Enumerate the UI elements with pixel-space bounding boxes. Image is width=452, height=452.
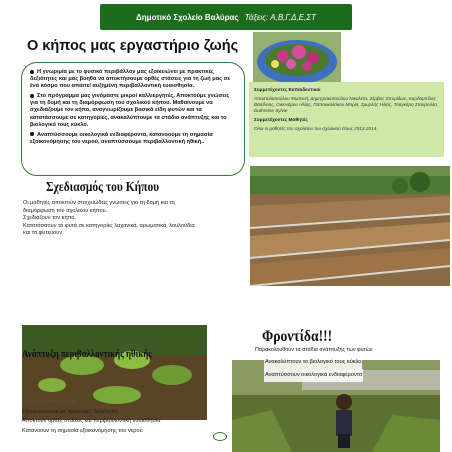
page-title: Ο κήπος μας εργαστήριο ζωής bbox=[27, 38, 239, 54]
header-banner bbox=[100, 4, 352, 30]
design-line: Σχεδιάζουν τον κήπο. bbox=[23, 215, 77, 222]
intro-paragraph: Η γνωριμία με το φυσικό περιβάλλον μας εξοικειώνει με πρακτικές δεξιότητες και μας βοηθά να αποκτήσουμε ορθές στάσεις για τη ζωή μας σε ένα κόσμο που απαιτεί αυξημένη περιβαλλοντική ευαισθησία. bbox=[30, 69, 231, 90]
development-faint-line: περιβαλλοντική ηθική bbox=[22, 399, 75, 405]
bullet-icon bbox=[30, 132, 34, 136]
students-heading: Συμμετέχοντες Μαθητές bbox=[254, 118, 308, 123]
development-line: Εξοικειώνονται με πρακτικές δεξιότητες bbox=[22, 408, 119, 415]
bullet-icon bbox=[30, 70, 34, 74]
care-subtitle: Παρακολουθούν τα στάδια ανάπτυξης των φυτών bbox=[255, 347, 373, 353]
teachers-heading: Συμμετέχοντες Εκπαιδευτικοί bbox=[254, 88, 321, 93]
design-line: και τα φυτεύουν. bbox=[23, 230, 64, 237]
school-name: Δημοτικό Σχολείο Βαλύρας bbox=[136, 12, 239, 22]
intro-box bbox=[21, 62, 245, 176]
design-section-text bbox=[23, 200, 248, 238]
students-text: Όλοι οι μαθητές του σχολείου του σχολικού έτους 2013-2014. bbox=[254, 126, 378, 131]
intro-paragraph: Στο πρόγραμμα μας γινόμαστε μικροί καλλιεργητές. Αποκτούμε γνώσεις για τη δομή και τη διαμόρφωση του σχολικού κήπου. Μαθαίνουμε να σχεδιάζουμε τον κήπο, αναγνωρίζουμε βασικά είδη φυτών και τα κατατάσσουμε σε κατηγορίες, ανακαλύπτουμε τα στάδια ανάπτυξης και το βιολογικό τους κύκλο. bbox=[30, 93, 230, 128]
intro-paragraph: Αναπτύσσουμε οικολογικά ενδιαφέροντα, κατανοούμε τη σημασία εξοικονόμησης του νερού, αναπτύσσουμε περιβαλλοντική ηθική.. bbox=[30, 131, 213, 145]
care-line: Ανακαλύπτουν το βιολογικό τους κύκλο bbox=[264, 356, 362, 369]
care-section-text bbox=[264, 356, 363, 382]
development-line: Κατανοούν τη σημασία εξοικονόμησης του νερού bbox=[22, 427, 143, 434]
school-classes: Τάξεις: Α,Β,Γ,Δ,Ε,ΣΤ bbox=[244, 12, 316, 22]
development-section-text bbox=[22, 398, 232, 436]
flowers-photo bbox=[253, 32, 341, 82]
decorative-oval bbox=[213, 432, 227, 441]
design-line: Κατατάσσουν τα φυτά σε κατηγορίες λαχανικά, αρωματικά, λουλούδια bbox=[23, 222, 195, 229]
design-line: Οι μαθητές αποκτούν στοιχειώδεις γνώσεις για τη δομή και τη bbox=[23, 200, 175, 206]
care-section-title: Φροντίδα!!! bbox=[262, 328, 333, 345]
teachers-list: Αποστολοπούλου Φωτεινή, Δημητρακοπούλου Νικολέτα, Ζέρβας Σπυρίδων, Καρδαμπίλας Βασίλειος, Οικονόμου Ηλίας, Παπουκαλάκου Μαρία, Σμυρλής Ηλίας, Τσαγκάρη Σταυρούλα, Duthreine Sylvie bbox=[254, 96, 439, 113]
design-section-title: Σχεδιασμός του Κήπου bbox=[46, 180, 160, 195]
garden-beds-photo bbox=[250, 166, 450, 286]
participants-box bbox=[249, 82, 444, 157]
care-line: Αναπτύσσουν οικολογικά ενδιαφέροντα bbox=[264, 369, 363, 382]
development-section-title: Ανάπτυξη περιβαλλοντικής ηθικής bbox=[22, 348, 152, 360]
design-line: διαμόρφωση του σχολικού κήπου. bbox=[23, 207, 108, 214]
development-line: Αποκτούν ορθές στάσεις και περιβαλλοντική ευαισθησία bbox=[22, 418, 161, 425]
bullet-icon bbox=[30, 94, 34, 98]
